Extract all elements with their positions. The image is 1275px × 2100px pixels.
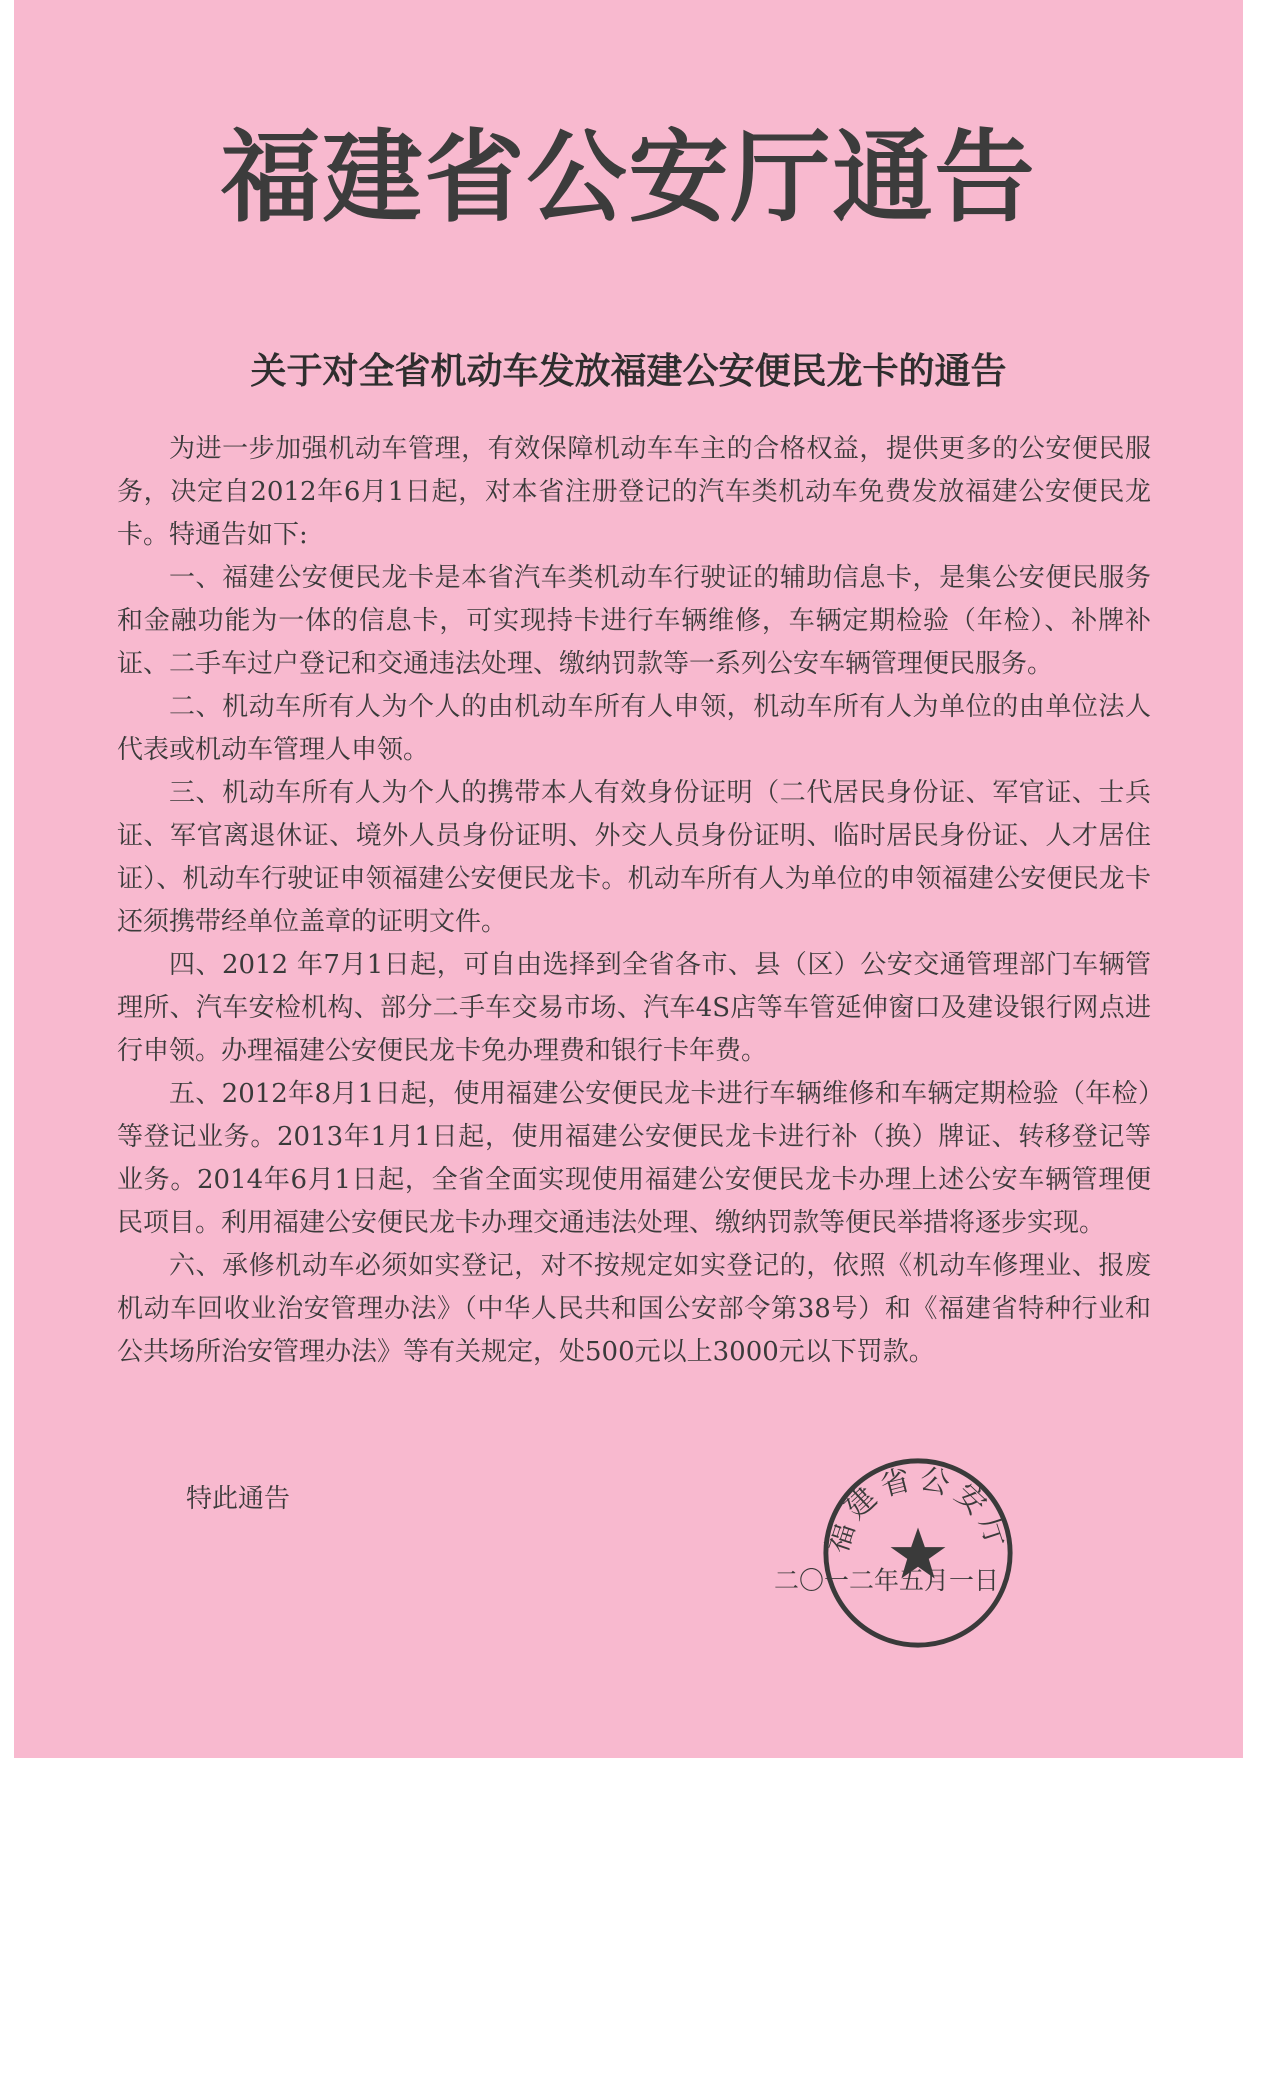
clause-1-paragraph: 一、福建公安便民龙卡是本省汽车类机动车行驶证的辅助信息卡，是集公安便民服务和金融功能为一体的信息卡，可实现持卡进行车辆维修，车辆定期检验（年检）、补牌补证、二手车过户登记和交通违法处理、缴纳罚款等一系列公安车辆管理便民服务。: [117, 563, 1151, 679]
intro-paragraph: 为进一步加强机动车管理，有效保障机动车车主的合格权益，提供更多的公安便民服务，决定自2012年6月1日起，对本省注册登记的汽车类机动车免费发放福建公安便民龙卡。特通告如下:: [117, 434, 1151, 550]
clause-5-paragraph: 五、2012年8月1日起，使用福建公安便民龙卡进行车辆维修和车辆定期检验（年检）等登记业务。2013年1月1日起，使用福建公安便民龙卡进行补（换）牌证、转移登记等业务。2014年6月1日起，全省全面实现使用福建公安便民龙卡办理上述公安车辆管理便民项目。利用福建公安便民龙卡办理交通违法处理、缴纳罚款等便民举措将逐步实现。: [117, 1079, 1151, 1238]
official-seal-icon: [820, 1455, 1016, 1651]
notice-subtitle: 关于对全省机动车发放福建公安便民龙卡的通告: [250, 350, 1007, 392]
notice-sheet: [14, 0, 1243, 1758]
clause-3-paragraph: 三、机动车所有人为个人的携带本人有效身份证明（二代居民身份证、军官证、士兵证、军官离退休证、境外人员身份证明、外交人员身份证明、临时居民身份证、人才居住证）、机动车行驶证申领福建公安便民龙卡。机动车所有人为单位的申领福建公安便民龙卡还须携带经单位盖章的证明文件。: [117, 778, 1151, 937]
clause-2-paragraph: 二、机动车所有人为个人的由机动车所有人申领，机动车所有人为单位的由单位法人代表或机动车管理人申领。: [117, 692, 1151, 765]
seal-star-icon: [891, 1528, 946, 1579]
closing-text: 特此通告: [186, 1484, 291, 1514]
page-title: 福建省公安厅通告: [220, 119, 1037, 236]
clause-4-paragraph: 四、2012 年7月1日起，可自由选择到全省各市、县（区）公安交通管理部门车辆管理所、汽车安检机构、部分二手车交易市场、汽车4S店等车管延伸窗口及建设银行网点进行申领。办理福建公安便民龙卡免办理费和银行卡年费。: [117, 950, 1151, 1066]
issue-date: 二〇一二年五月一日: [774, 1566, 1000, 1595]
notice-body: [117, 428, 1151, 1374]
clause-6-paragraph: 六、承修机动车必须如实登记，对不按规定如实登记的，依照《机动车修理业、报废机动车回收业治安管理办法》（中华人民共和国公安部令第38号）和《福建省特种行业和公共场所治安管理办法》等有关规定，处500元以上3000元以下罚款。: [117, 1251, 1151, 1367]
seal-arc-text: 福建省公安厅: [820, 1461, 1016, 1557]
